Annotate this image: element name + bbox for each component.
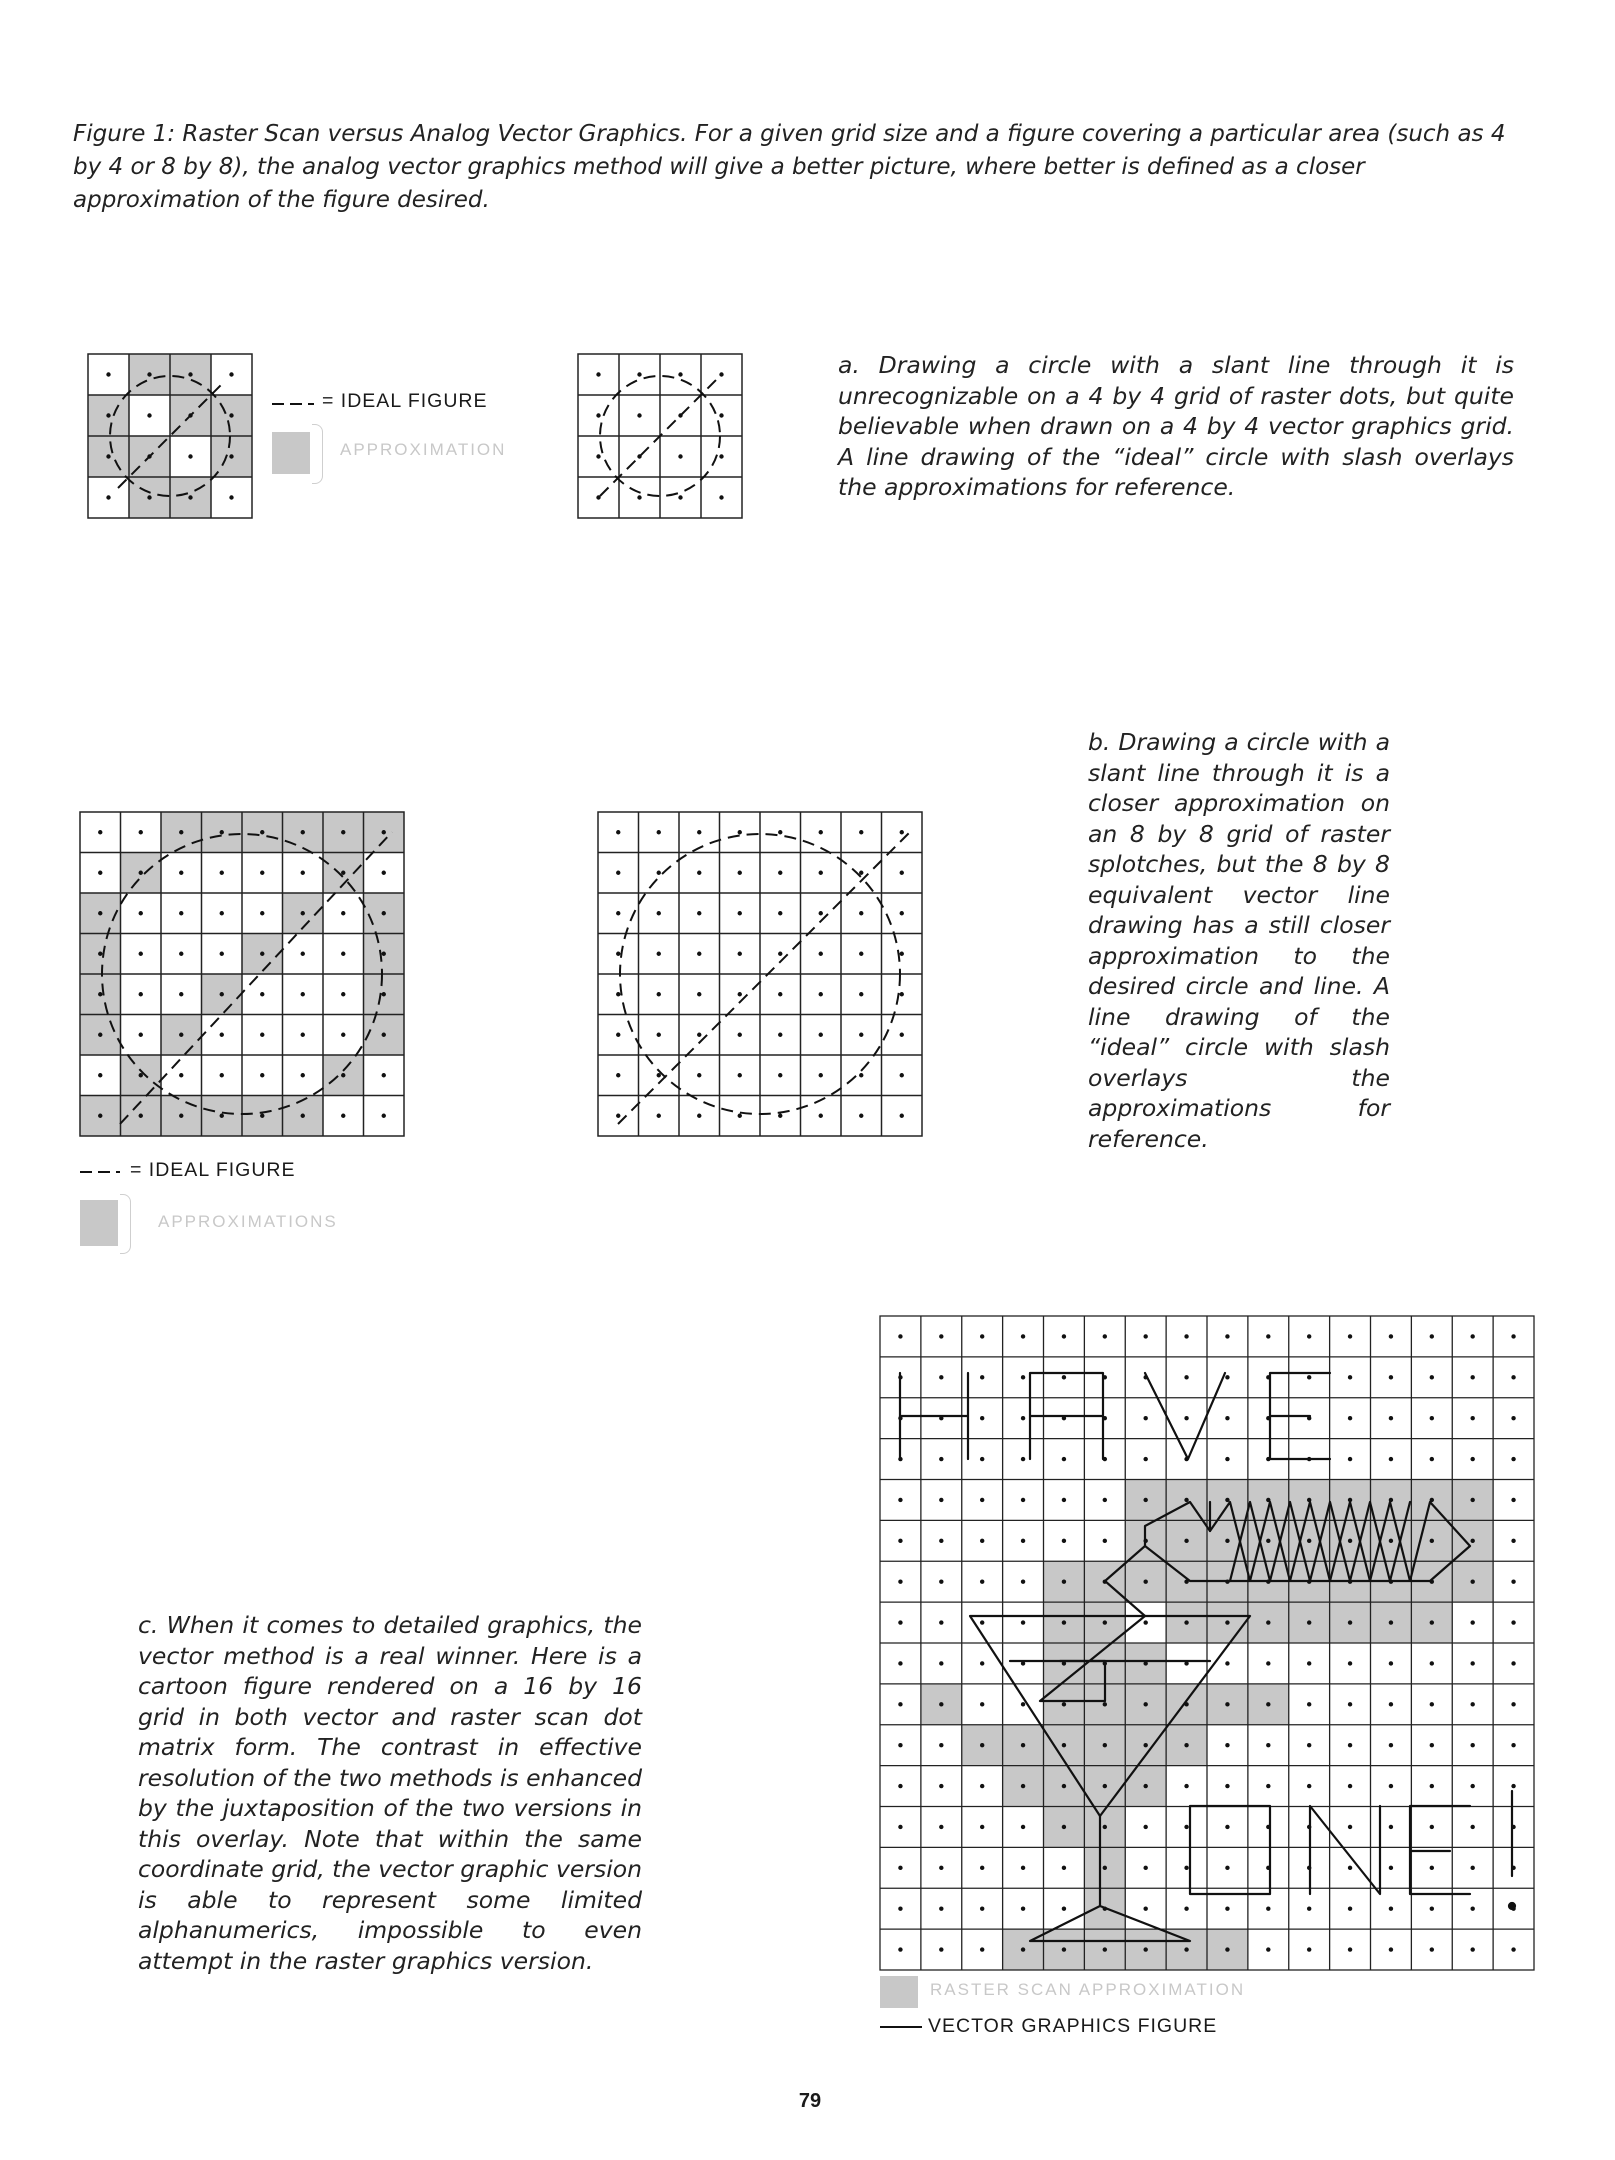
ideal-figure-dash-a [272,403,314,405]
panel-a-vector-grid [578,354,742,518]
page-number: 79 [798,2090,822,2112]
legend-vector-line-c [880,2026,922,2028]
panel-c-overlay-grid [880,1316,1534,1970]
panel-b-vector-grid [598,812,922,1136]
legend-vector-c: VECTOR GRAPHICS FIGURE [928,2015,1218,2037]
legend-approx-b: APPROXIMATIONS [158,1212,338,1231]
legend-ideal-a: = IDEAL FIGURE [322,390,488,412]
legend-brace-b [120,1194,131,1254]
legend-swatch-a [272,432,310,474]
legend-swatch-c [880,1976,918,2008]
legend-brace-a [312,424,323,484]
ideal-figure-dash-b [80,1171,120,1173]
panel-a-raster-grid [88,354,252,518]
legend-ideal-b: = IDEAL FIGURE [130,1159,296,1181]
figure-caption: Figure 1: Raster Scan versus Analog Vector Graphics. For a given grid size and a figure covering a particular area (such as 4 by 4 or 8 by 8), the analog vector graphics method will give a better picture, where better is defined as a closer approximation of the figure desired. [73,121,1506,213]
panel-c-text: c. When it comes to detailed graphics, the vector method is a real winner. Here is a cartoon figure rendered on a 16 by 16 grid in both vector and raster scan dot matrix form. The contrast in effective resolution of the two methods is enhanced by the juxtaposition of the two versions in this overlay. Note that within the same coordinate grid, the vector graphic version is able to represent some limited alphanumerics, impossible to even attempt in the raster graphics version. [138,1611,643,1975]
panel-b-raster-grid [80,812,404,1136]
legend-swatch-b [80,1200,118,1246]
panel-b-text: b. Drawing a circle with a slant line through it is a closer approximation on an 8 by 8 grid of raster splotches, but the 8 by 8 equivalent vector line drawing has a still closer approximation to the desired circle and line. A line drawing of the “ideal” circle with slash overlays the approximations for reference. [1088,728,1390,1153]
panel-a-text: a. Drawing a circle with a slant line through it is unrecognizable on a 4 by 4 grid of raster dots, but quite believable when drawn on a 4 by 4 vector graphics grid. A line drawing of the “ideal” circle with slash overlays the approximations for reference. [838,351,1514,501]
legend-raster-c: RASTER SCAN APPROXIMATION [930,1980,1246,1999]
legend-approx-a: APPROXIMATION [340,440,507,459]
